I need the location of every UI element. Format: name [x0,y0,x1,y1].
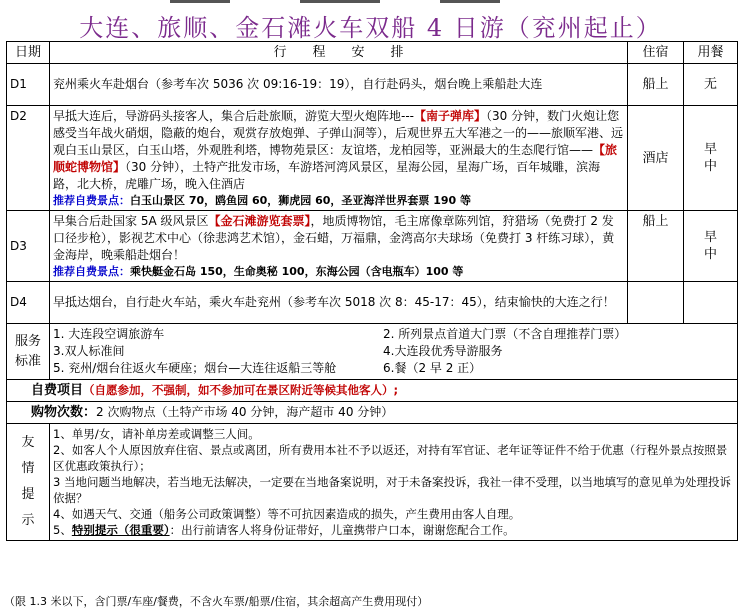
shopping-text: 2 次购物点（土特产市场 40 分钟，海产超市 40 分钟） [96,405,394,419]
meal-item: 中 [703,247,717,262]
shopping-row [7,402,738,424]
shopping [7,402,738,424]
top-strip-bar [440,0,500,3]
recommended-extras [53,264,624,279]
special-notice-label: 特别提示（很重要） [71,523,170,537]
day-meal [684,282,738,324]
page-title: 大连、旅顺、金石滩火车双船 4 日游（兖州起止） [79,14,662,42]
service-item: 5. 兖州/烟台往返火车硬座；烟台—大连往返船三等舱 [53,361,337,375]
service-list [53,326,734,377]
schedule-text: ，地质博物馆，毛主席像章陈列馆，狩猎场（免费打 2 发口径步枪），影视艺术中心（徐悲鸿艺术馆），金石蜡，万福鼎，金湾高尔夫球场（免费打 3 杆练习球），黄金海岸，晚乘船赴烟台！ [53,214,615,262]
service-row [7,324,738,380]
day-label: D1 [7,64,50,106]
highlight-attraction: 【旅顺蛇博物馆】 [53,143,618,174]
day-stay: 酒店 [628,106,684,211]
meal-item: 中 [703,159,717,174]
special-notice-text: ：出行前请客人将身份证带好，儿童携带户口本，谢谢您配合工作。 [169,523,515,537]
tip-item [53,522,734,538]
top-strip-bar [170,0,230,3]
day-stay: 船上 [628,211,684,282]
day-meal [684,106,738,211]
day-label: D4 [7,282,50,324]
shopping-label: 购物次数： [31,405,97,420]
highlight-attraction: 【金石滩游览套票】 [208,214,311,228]
recommended-label: 推荐自费景点： [53,265,130,278]
header-schedule: 行 程 安 排 [50,42,628,64]
schedule-text: 早集合后赴国家 5A 级风景区 [53,214,209,228]
table-header-row [7,42,738,64]
tip-item: 1、单男/女，请补单房差或调整三人间。 [53,427,260,441]
recommended-extras [53,193,624,208]
day-label: D3 [7,211,50,282]
service-content [50,324,738,380]
recommended-text: 白玉山景区 70，鸥鱼园 60，狮虎园 60，圣亚海洋世界套票 190 等 [130,194,472,207]
tip-item: 4、如遇天气、交通（船务公司政策调整）等不可抗因素造成的损失，产生费用由客人自理。 [53,507,521,521]
self-pay [7,380,738,402]
header-stay: 住宿 [628,42,684,64]
schedule-text: （30 分钟，数门火炮让您感受当年战火硝烟，隐蔽的炮台，观赏存放炮弹、子弹山洞等），后观世界五大军港之一的——旅顺军港、远观白玉山景区，白玉山塔，外观胜利塔，博物苑景区：友谊塔，龙柏园等，亚洲最大的生态爬行馆—— [53,109,624,157]
day-meal: 无 [684,64,738,106]
recommended-text: 乘快艇金石岛 150，生命奥秘 100，东海公园（含电瓶车）100 等 [130,265,464,278]
table-row [7,64,738,106]
schedule-text: （30 分钟），土特产批发市场，车游塔河湾风景区，星海公园，星海广场，百年城雕，滨海路，北大桥，虎雕广场，晚入住酒店 [53,160,601,191]
tips-content [50,424,738,541]
service-item: 2. 所列景点首道大门票（不含自理推荐门票） [383,327,627,341]
day-schedule: 兖州乘火车赴烟台（参考车次 5036 次 09:16-19：19），自行赴码头，烟台晚上乘船赴大连 [50,64,628,106]
tip-item: 3 当地问题当地解决，若当地无法解决，一定要在当地备案说明，对于未备案投诉，我社一律不受理，以当地填写的意见单为处理投诉依据？ [53,475,731,505]
service-item: 6.餐（2 早 2 正） [383,361,482,375]
day-stay: 船上 [628,64,684,106]
tip-prefix: 5、 [53,523,72,537]
service-item: 1. 大连段空调旅游车 [53,327,165,341]
meal-item: 早 [703,230,717,245]
header-date: 日期 [7,42,50,64]
self-pay-row [7,380,738,402]
service-item: 3.双人标准间 [53,344,125,358]
recommended-label: 推荐自费景点： [53,194,130,207]
table-row [7,282,738,324]
service-label: 服务标准 [7,324,50,380]
service-item: 4.大连段优秀导游服务 [383,344,503,358]
day-schedule [50,106,628,211]
day-stay [628,282,684,324]
top-strip-bar [300,0,380,3]
itinerary-table [6,41,738,541]
self-pay-label: 自费项目 [31,383,84,398]
highlight-attraction: 【南子弹库】 [414,109,487,123]
day-label: D2 [7,106,50,211]
self-pay-text: （自愿参加，不强制，如不参加可在景区附近等候其他客人）; [83,383,399,397]
meal-item: 早 [703,142,717,157]
tips-row [7,424,738,541]
day-schedule [50,211,628,282]
table-row [7,211,738,282]
top-strip [0,0,741,6]
schedule-text: 早抵大连后，导游码头接客人，集合后赴旅顺，游览大型火炮阵地--- [53,109,414,123]
header-meal: 用餐 [684,42,738,64]
day-meal [684,211,738,282]
table-row [7,106,738,211]
footer-note: （限 1.3 米以下，含门票/车座/餐费，不含火车票/船票/住宿，其余超高产生费用现付） [4,595,429,608]
tip-item: 2、如客人个人原因放弃住宿、景点或离团，所有费用本社不予以返还，对持有军官证、老年证等证件不给于优惠（行程外景点按照景区优惠政策执行）； [53,443,728,473]
tips-label: 友情提示 [7,424,50,541]
day-schedule: 早抵达烟台，自行赴火车站，乘火车赴兖州（参考车次 5018 次 8：45-17：45），结束愉快的大连之行！ [50,282,628,324]
